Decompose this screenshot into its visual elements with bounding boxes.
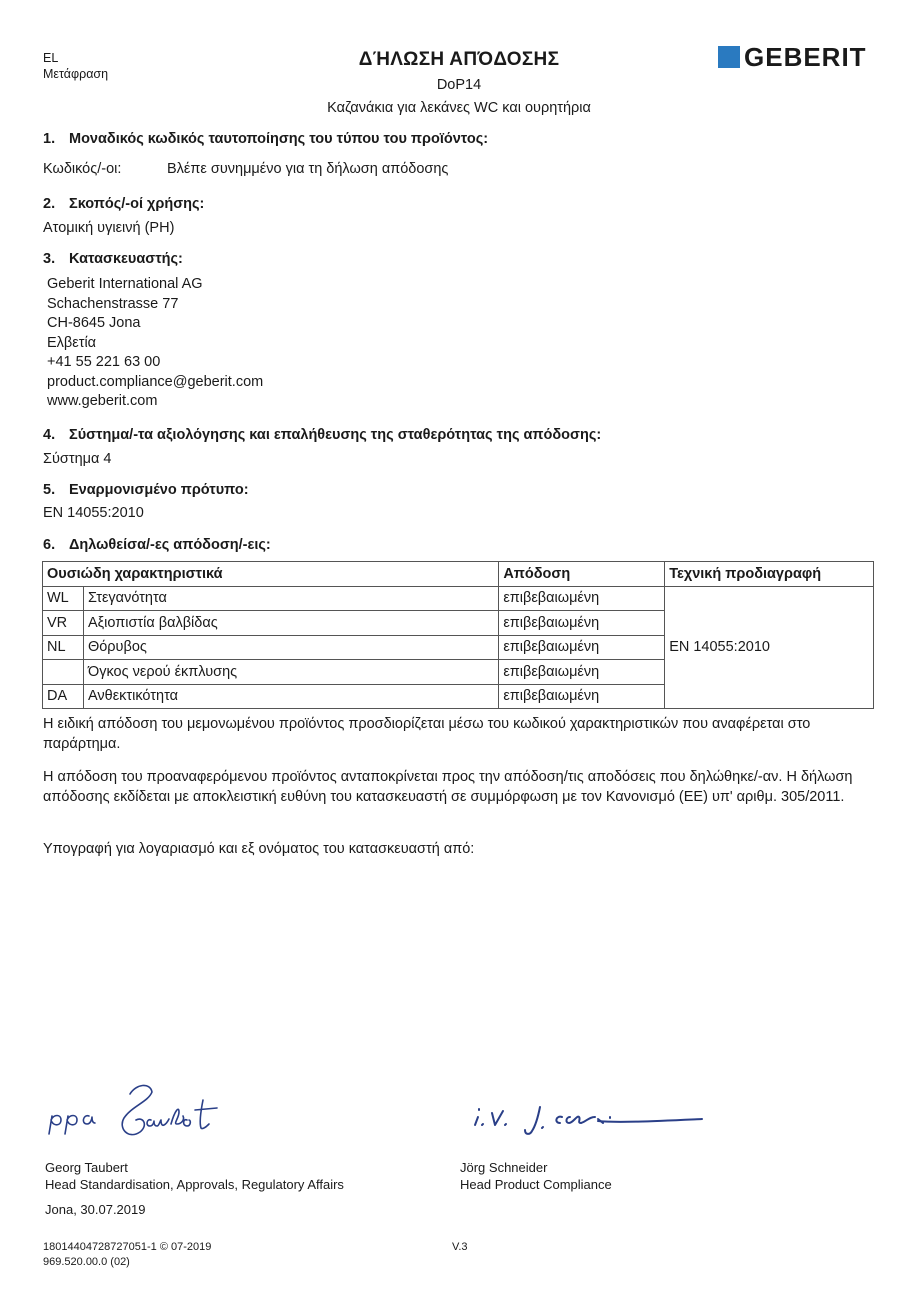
page-title: ΔΉΛΩΣΗ ΑΠΌΔΟΣΗΣ [358,49,560,70]
language-code: EL [43,51,59,65]
logo-text: GEBERIT [744,42,867,72]
technical-specification-cell: EN 14055:2010 [665,586,874,709]
paragraph-specific-performance: Η ειδική απόδοση του μεμονωμένου προϊόντος προσδιορίζεται μέσω του κωδικού χαρακτηριστικών που αναφέρεται στο παράρτημα. [43,716,811,752]
row-code: NL [43,635,84,660]
row-code: WL [43,586,84,611]
table-header-row [43,562,874,587]
row-code: DA [43,684,84,709]
document-subtitle: Καζανάκια για λεκάνες WC και ουρητήρια [327,100,591,116]
section-1-heading: 1. Μοναδικός κωδικός ταυτοποίησης του τύπου του προϊόντος: [43,131,489,147]
dop-number: DoP14 [436,77,482,93]
row-characteristic: Όγκος νερού έκπλυσης [83,660,498,685]
row-characteristic: Αξιοπιστία βαλβίδας [83,611,498,636]
avcp-system-value: Σύστημα 4 [43,451,112,467]
signatory-right-role: Head Product Compliance [460,1177,612,1192]
section-6-heading: 6. Δηλωθείσα/-ες απόδοση/-εις: [43,537,271,553]
manufacturer-phone: +41 55 221 63 00 [47,354,161,370]
signatory-left-name: Georg Taubert [45,1160,128,1175]
row-characteristic: Στεγανότητα [83,586,498,611]
section-5-heading: 5. Εναρμονισμένο πρότυπο: [43,482,249,498]
row-performance: επιβεβαιωμένη [499,586,665,611]
signature-schneider [470,1095,710,1145]
row-performance: επιβεβαιωμένη [499,635,665,660]
footer-document-code: 18014404728727051-1 © 07-2019 [43,1241,212,1253]
paragraph-signed-for: Υπογραφή για λογαριασμό και εξ ονόματος του κατασκευαστή από: [43,841,475,857]
manufacturer-city: CH-8645 Jona [47,315,141,331]
paragraph-declaration: Η απόδοση του προαναφερόμενου προϊόντος ανταποκρίνεται προς την απόδοση/τις αποδόσεις που δηλώθηκε/-αν. Η δήλωση απόδοσης εκδίδεται με αποκλειστική ευθύνη του κατασκευαστή σε συμμόρφωση με τον Κανονισμό (ΕΕ) υπ' αριθμ. 305/2011. [43,769,853,805]
row-characteristic: Ανθεκτικότητα [83,684,498,709]
manufacturer-street: Schachenstrasse 77 [47,295,179,312]
column-header-performance: Απόδοση [499,562,665,587]
signature-taubert [45,1080,255,1155]
footer-version: V.3 [452,1241,468,1253]
row-performance: επιβεβαιωμένη [499,611,665,636]
signatory-left-role: Head Standardisation, Approvals, Regulatory Affairs [45,1177,344,1192]
row-characteristic: Θόρυβος [83,635,498,660]
code-label: Κωδικός/-οι: [43,161,122,177]
section-2-heading: 2. Σκοπός/-οί χρήσης: [43,196,205,212]
intended-use-value: Ατομική υγιεινή (PH) [43,220,175,236]
code-value: Βλέπε συνημμένο για τη δήλωση απόδοσης [167,161,449,177]
logo-square-icon [718,46,740,68]
harmonised-standard-value: EN 14055:2010 [43,505,144,521]
manufacturer-website: www.geberit.com [47,393,158,409]
row-code [43,660,84,685]
manufacturer-country: Ελβετία [47,334,97,351]
geberit-logo [718,42,867,72]
signatory-right-name: Jörg Schneider [460,1160,548,1175]
footer-article-number: 969.520.00.0 (02) [43,1256,130,1268]
row-performance: επιβεβαιωμένη [499,660,665,685]
manufacturer-address [47,275,263,412]
place-and-date: Jona, 30.07.2019 [45,1202,146,1217]
column-header-characteristics: Ουσιώδη χαρακτηριστικά [43,562,499,587]
table-row [43,586,874,611]
manufacturer-company: Geberit International AG [47,276,203,292]
manufacturer-email: product.compliance@geberit.com [47,373,264,390]
row-performance: επιβεβαιωμένη [499,684,665,709]
row-code: VR [43,611,84,636]
translation-label: Μετάφραση [43,67,109,81]
section-4-heading: 4. Σύστημα/-τα αξιολόγησης και επαλήθευσης της σταθερότητας της απόδοσης: [43,427,602,443]
section-3-heading: 3. Κατασκευαστής: [43,251,183,267]
performance-table [42,561,874,709]
column-header-specification: Τεχνική προδιαγραφή [665,562,874,587]
